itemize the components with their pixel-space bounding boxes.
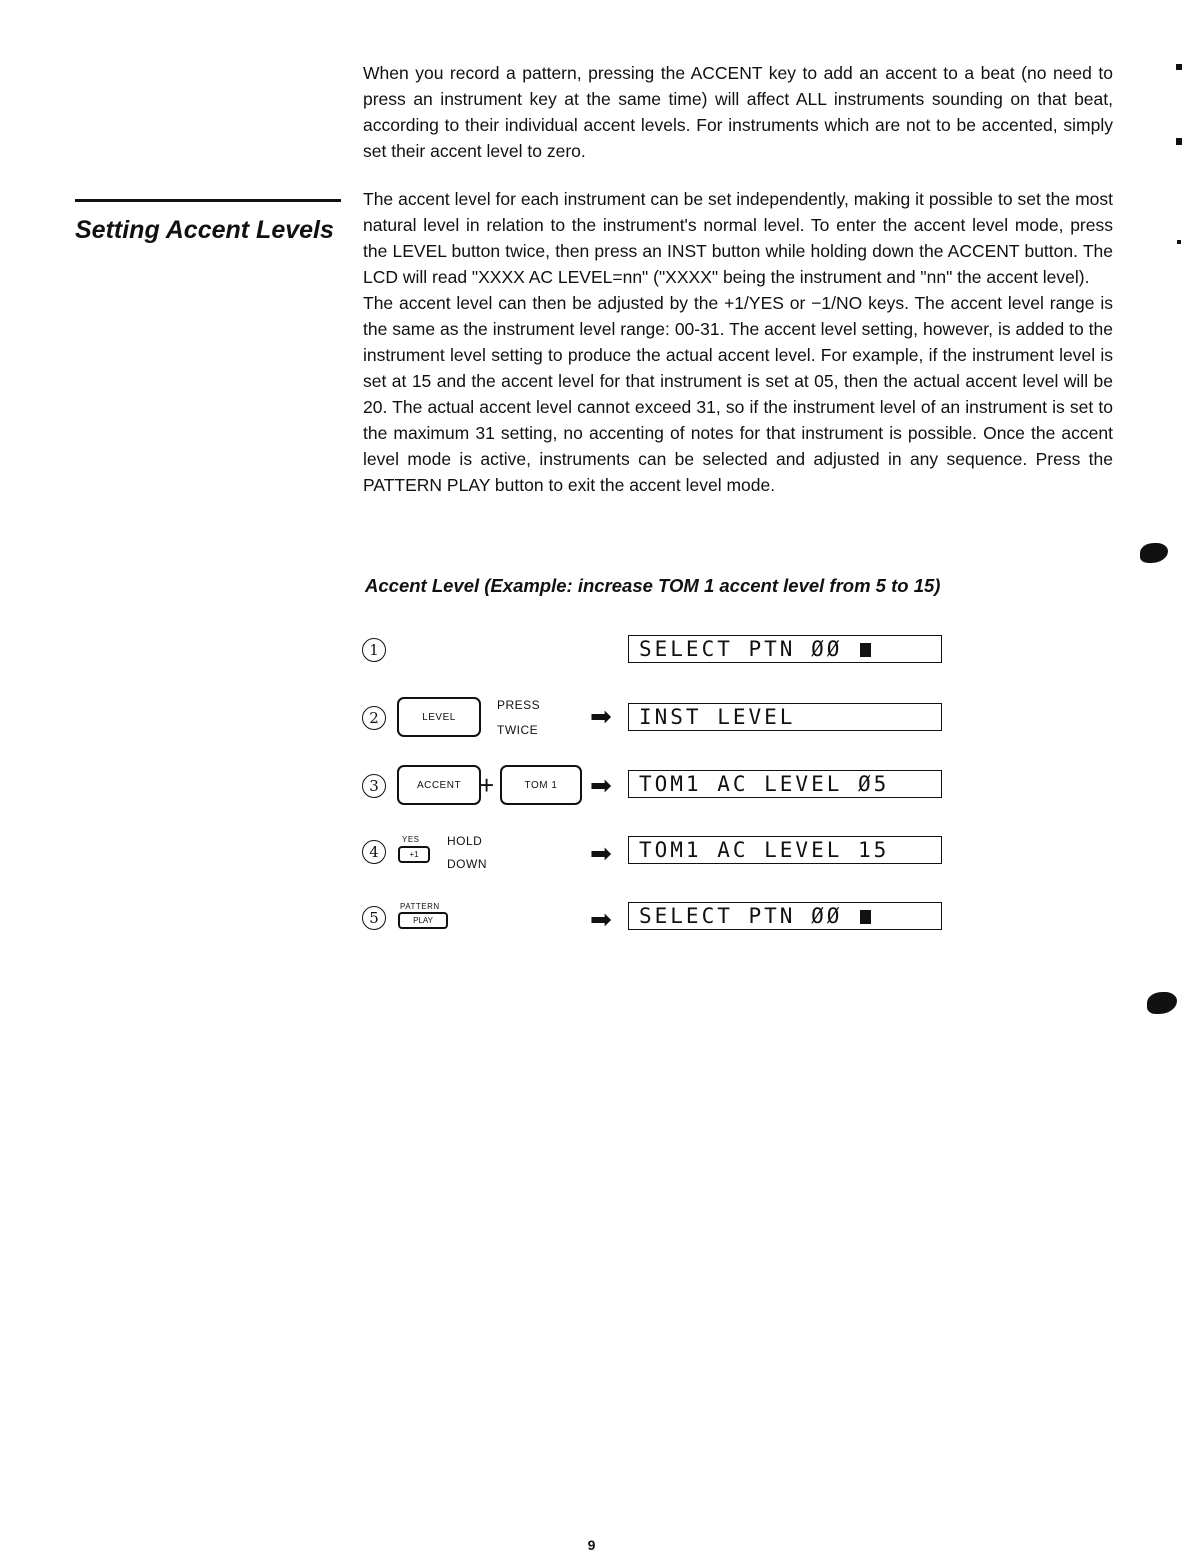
step-1 [0, 633, 1183, 693]
press-label: PRESS [497, 698, 541, 712]
page-number: 9 [587, 1537, 596, 1553]
step-5 [0, 898, 1183, 958]
pattern-label: PATTERN [400, 902, 440, 911]
arrow-right-icon: ➡ [590, 838, 612, 868]
lcd-text: TOM1 AC LEVEL 15 [639, 838, 890, 862]
step-number: 5 [362, 906, 386, 930]
lcd-display [628, 902, 942, 930]
lcd-display [628, 635, 942, 663]
plus-one-key: +1 [398, 846, 430, 863]
scan-blot [1140, 543, 1168, 563]
scan-mark [1176, 64, 1182, 70]
step-number: 1 [362, 638, 386, 662]
section-rule [75, 199, 341, 202]
section-title: Setting Accent Levels [75, 216, 334, 244]
accent-key: ACCENT [397, 765, 481, 805]
down-label: DOWN [447, 857, 487, 871]
yes-label: YES [402, 835, 420, 844]
level-key: LEVEL [397, 697, 481, 737]
hold-label: HOLD [447, 834, 483, 848]
section-paragraph-1: The accent level for each instrument can be set independently, making it possible to set the most natural level in relation to the instrument's normal level. To enter the accent level mode, press the LEVEL button twice, then press an INST button while holding down the ACCENT button. The LCD will read "XXXX AC LEVEL=nn" ("XXXX" being the instrument and "nn" the accent level). [363, 189, 1113, 287]
scan-mark [1176, 138, 1182, 145]
scan-mark [1177, 240, 1181, 244]
arrow-right-icon: ➡ [590, 904, 612, 934]
arrow-right-icon: ➡ [590, 701, 612, 731]
lcd-display [628, 836, 942, 864]
lcd-cursor-icon [860, 910, 871, 924]
step-number: 4 [362, 840, 386, 864]
step-number: 3 [362, 774, 386, 798]
scan-blot [1147, 992, 1177, 1014]
step-2 [0, 694, 1183, 754]
lcd-display [628, 703, 942, 731]
step-4 [0, 830, 1183, 890]
lcd-text: TOM1 AC LEVEL Ø5 [639, 772, 890, 796]
lcd-text: SELECT PTN ØØ [639, 904, 843, 928]
lcd-text: SELECT PTN ØØ [639, 637, 843, 661]
example-heading: Accent Level (Example: increase TOM 1 accent level from 5 to 15) [365, 575, 941, 596]
lcd-display [628, 770, 942, 798]
intro-paragraph: When you record a pattern, pressing the ACCENT key to add an accent to a beat (no need to press an instrument key at the same time) will affect ALL instruments sounding on that beat, according to their individual accent levels. For instruments which are not to be accented, simply set their accent level to zero. [363, 63, 1113, 161]
pattern-play-key: PLAY [398, 912, 448, 929]
arrow-right-icon: ➡ [590, 770, 612, 800]
step-3 [0, 762, 1183, 822]
step-number: 2 [362, 706, 386, 730]
tom1-key: TOM 1 [500, 765, 582, 805]
section-paragraph-2: The accent level can then be adjusted by the +1/YES or −1/NO keys. The accent level range is the same as the instrument level range: 00-31. The accent level setting, however, is added to the instrument level setting to produce the actual accent level. For example, if the instrument level is set at 15 and the accent level for that instrument is set at 05, then the actual accent level will be 20. The actual accent level cannot exceed 31, so if the instrument level of an instrument is set to the maximum 31 setting, no accenting of notes for that instrument is possible. Once the accent level mode is active, instruments can be selected and adjusted in any sequence. Press the PATTERN PLAY button to exit the accent level mode. [363, 293, 1113, 495]
section-body [363, 186, 1113, 498]
twice-label: TWICE [497, 723, 539, 737]
plus-icon: + [479, 770, 495, 800]
lcd-cursor-icon [860, 643, 871, 657]
lcd-text: INST LEVEL [639, 705, 796, 729]
